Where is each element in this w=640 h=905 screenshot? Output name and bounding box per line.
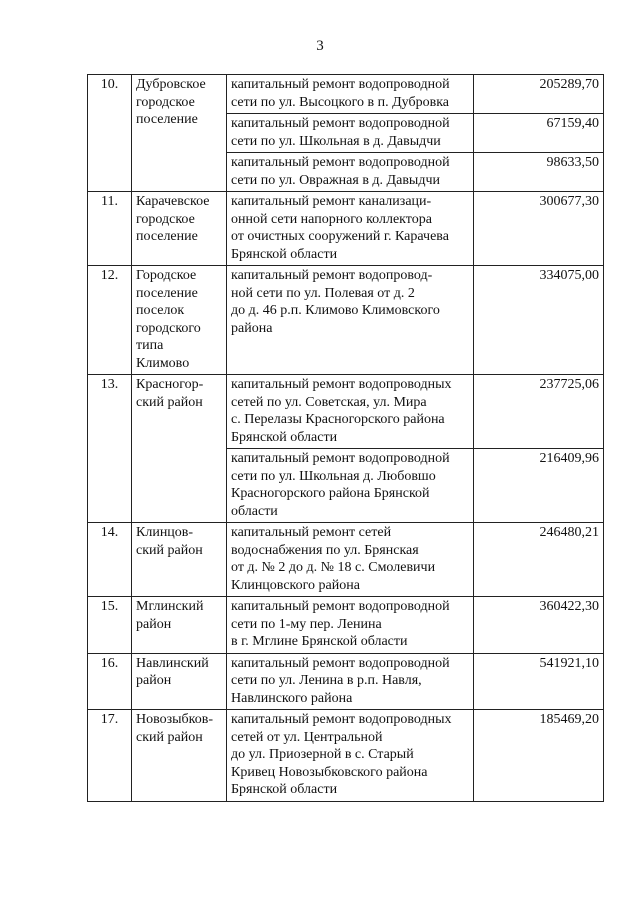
municipality-name bbox=[132, 75, 227, 192]
municipality-name-line: Мглинский bbox=[136, 599, 204, 614]
work-description-line: Клинцовского района bbox=[231, 577, 360, 593]
work-description-line: Кривец Новозыбковского района bbox=[231, 764, 428, 780]
row-number: 14. bbox=[88, 523, 132, 597]
municipality-name bbox=[132, 266, 227, 375]
amount: 246480,21 bbox=[474, 523, 604, 597]
work-description-line: до ул. Приозерной в с. Старый bbox=[231, 747, 414, 762]
work-description bbox=[227, 153, 474, 192]
table-row bbox=[88, 523, 604, 597]
municipality-name-line: поселение bbox=[136, 229, 198, 244]
work-description-line: капитальный ремонт водопроводной bbox=[231, 451, 450, 466]
municipality-name bbox=[132, 710, 227, 802]
work-description bbox=[227, 375, 474, 449]
municipality-name-line: Навлинский bbox=[136, 655, 209, 671]
table-row bbox=[88, 710, 604, 802]
work-description-line: от очистных сооружений г. Карачева bbox=[231, 229, 449, 244]
municipality-name-line: типа bbox=[136, 338, 164, 353]
work-description bbox=[227, 266, 474, 375]
municipality-name-line: ский район bbox=[136, 542, 203, 558]
municipality-name-line: поселение bbox=[136, 112, 198, 127]
work-description-line: ной сети по ул. Полевая от д. 2 bbox=[231, 285, 415, 301]
table-row bbox=[88, 375, 604, 449]
work-description-line: водоснабжения по ул. Брянская bbox=[231, 542, 419, 558]
table-body bbox=[88, 75, 604, 802]
works-table bbox=[87, 74, 604, 802]
work-description-line: сети по ул. Школьная в д. Давыдчи bbox=[231, 133, 441, 149]
amount: 216409,96 bbox=[474, 449, 604, 523]
municipality-name-line: Дубровское bbox=[136, 77, 206, 92]
work-description-line: района bbox=[231, 320, 273, 336]
municipality-name bbox=[132, 597, 227, 654]
municipality-name bbox=[132, 523, 227, 597]
work-description-line: сети по ул. Школьная д. Любовшо bbox=[231, 468, 436, 484]
municipality-name-line: поселок bbox=[136, 303, 185, 318]
work-description-line: капитальный ремонт водопроводной bbox=[231, 599, 450, 614]
amount: 237725,06 bbox=[474, 375, 604, 449]
work-description-line: сети по ул. Овражная в д. Давыдчи bbox=[231, 172, 440, 188]
work-description-line: сети по ул. Высоцкого в п. Дубровка bbox=[231, 94, 450, 110]
amount: 334075,00 bbox=[474, 266, 604, 375]
work-description-line: сети по 1-му пер. Ленина bbox=[231, 616, 382, 632]
table-row bbox=[88, 266, 604, 375]
municipality-name bbox=[132, 192, 227, 266]
work-description-line: с. Перелазы Красногорского района bbox=[231, 412, 445, 427]
work-description-line: области bbox=[231, 503, 278, 519]
work-description-line: сетей от ул. Центральной bbox=[231, 729, 383, 745]
work-description-line: капитальный ремонт водопроводной bbox=[231, 77, 450, 92]
municipality-name-line: городское bbox=[136, 94, 195, 110]
work-description bbox=[227, 710, 474, 802]
work-description-line: капитальный ремонт канализаци- bbox=[231, 194, 432, 209]
municipality-name-line: ский район bbox=[136, 729, 203, 745]
work-description bbox=[227, 75, 474, 114]
municipality-name-line: район bbox=[136, 673, 172, 688]
table-row bbox=[88, 75, 604, 114]
municipality-name-line: Климово bbox=[136, 355, 190, 371]
row-number: 10. bbox=[88, 75, 132, 192]
municipality-name-line: ский район bbox=[136, 394, 203, 410]
row-number: 15. bbox=[88, 597, 132, 654]
work-description-line: сети по ул. Ленина в р.п. Навля, bbox=[231, 673, 422, 688]
work-description-line: капитальный ремонт водопровод- bbox=[231, 268, 433, 283]
municipality-name-line: поселение bbox=[136, 285, 198, 301]
work-description-line: онной сети напорного коллектора bbox=[231, 211, 432, 227]
work-description-line: Навлинского района bbox=[231, 690, 353, 706]
amount: 67159,40 bbox=[474, 114, 604, 153]
work-description-line: до д. 46 р.п. Климово Климовского bbox=[231, 303, 440, 318]
work-description bbox=[227, 597, 474, 654]
work-description-line: капитальный ремонт водопроводной bbox=[231, 655, 450, 671]
work-description-line: от д. № 2 до д. № 18 с. Смолевичи bbox=[231, 560, 436, 575]
work-description-line: капитальный ремонт водопроводной bbox=[231, 116, 450, 131]
work-description bbox=[227, 449, 474, 523]
municipality-name-line: городского bbox=[136, 320, 201, 336]
work-description bbox=[227, 653, 474, 710]
amount: 541921,10 bbox=[474, 653, 604, 710]
work-description-line: в г. Мглине Брянской области bbox=[231, 634, 408, 649]
row-number: 12. bbox=[88, 266, 132, 375]
municipality-name-line: Новозыбков- bbox=[136, 712, 214, 727]
municipality-name-line: Карачевское bbox=[136, 194, 210, 209]
amount: 185469,20 bbox=[474, 710, 604, 802]
work-description-line: капитальный ремонт водопроводных bbox=[231, 377, 452, 392]
amount: 205289,70 bbox=[474, 75, 604, 114]
amount: 360422,30 bbox=[474, 597, 604, 654]
work-description-line: Брянской области bbox=[231, 429, 338, 445]
municipality-name bbox=[132, 653, 227, 710]
row-number: 17. bbox=[88, 710, 132, 802]
table-row bbox=[88, 653, 604, 710]
work-description-line: Брянской области bbox=[231, 782, 338, 797]
amount: 300677,30 bbox=[474, 192, 604, 266]
work-description-line: капитальный ремонт водопроводной bbox=[231, 155, 450, 170]
table-row bbox=[88, 597, 604, 654]
table-row bbox=[88, 192, 604, 266]
work-description-line: сетей по ул. Советская, ул. Мира bbox=[231, 394, 427, 410]
municipality-name-line: Красногор- bbox=[136, 377, 204, 392]
municipality-name-line: городское bbox=[136, 211, 195, 227]
row-number: 11. bbox=[88, 192, 132, 266]
municipality-name bbox=[132, 375, 227, 523]
row-number: 13. bbox=[88, 375, 132, 523]
municipality-name-line: Городское bbox=[136, 268, 197, 283]
work-description bbox=[227, 114, 474, 153]
work-description-line: Брянской области bbox=[231, 246, 338, 262]
page-number: 3 bbox=[316, 38, 324, 54]
work-description-line: капитальный ремонт сетей bbox=[231, 525, 392, 540]
work-description bbox=[227, 192, 474, 266]
work-description bbox=[227, 523, 474, 597]
municipality-name-line: район bbox=[136, 616, 172, 632]
row-number: 16. bbox=[88, 653, 132, 710]
work-description-line: Красногорского района Брянской bbox=[231, 486, 430, 501]
municipality-name-line: Клинцов- bbox=[136, 525, 194, 540]
work-description-line: капитальный ремонт водопроводных bbox=[231, 712, 452, 727]
amount: 98633,50 bbox=[474, 153, 604, 192]
